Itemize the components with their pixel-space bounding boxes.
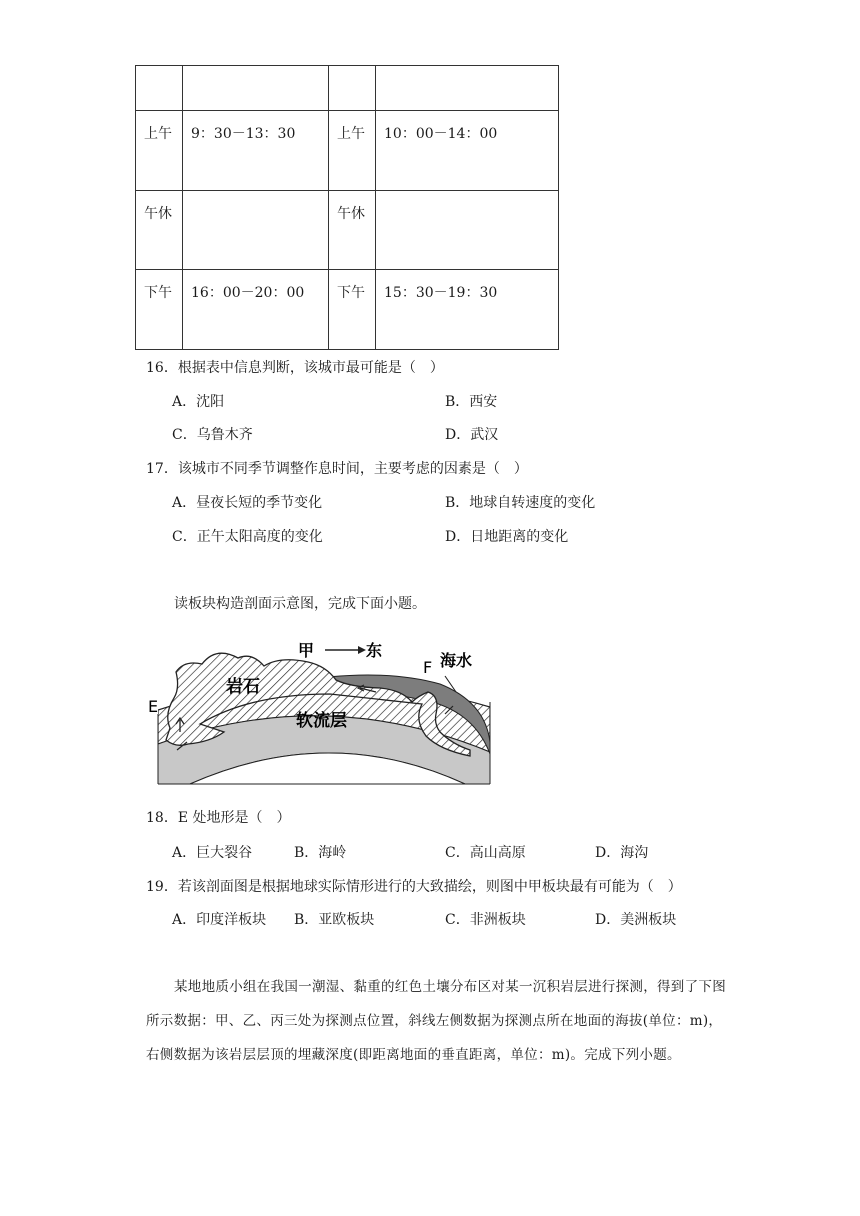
q18-option-b[interactable]: B．海岭 xyxy=(294,845,347,861)
q19-option-d[interactable]: D．美洲板块 xyxy=(595,912,677,928)
table-cell: 10：00－14：00 xyxy=(376,111,559,191)
table-cell xyxy=(183,191,329,270)
q17-option-b[interactable]: B．地球自转速度的变化 xyxy=(445,495,596,511)
q16-option-c[interactable]: C．乌鲁木齐 xyxy=(172,427,253,443)
q18-option-c[interactable]: C．高山高原 xyxy=(445,845,526,861)
question-16-stem: 16．根据表中信息判断，该城市最可能是（ ） xyxy=(146,360,444,376)
table-cell: 上午 xyxy=(329,111,376,191)
table-cell xyxy=(136,66,183,111)
table-cell xyxy=(376,66,559,111)
label-f: F xyxy=(423,658,433,677)
table-row xyxy=(136,270,559,350)
plate-diagram-intro: 读板块构造剖面示意图，完成下面小题。 xyxy=(174,596,426,612)
table-cell: 午休 xyxy=(136,191,183,270)
label-e: E xyxy=(148,697,159,716)
table-cell: 16：00－20：00 xyxy=(183,270,329,350)
table-row xyxy=(136,66,559,111)
q18-option-d[interactable]: D．海沟 xyxy=(595,845,649,861)
schedule-table xyxy=(135,65,559,350)
q16-option-b[interactable]: B．西安 xyxy=(445,394,498,410)
table-row xyxy=(136,191,559,270)
q17-option-c[interactable]: C．正午太阳高度的变化 xyxy=(172,529,323,545)
label-rock: 岩石 xyxy=(226,677,260,697)
table-cell: 午休 xyxy=(329,191,376,270)
q16-option-a[interactable]: A．沈阳 xyxy=(172,394,225,410)
q19-option-c[interactable]: C．非洲板块 xyxy=(445,912,526,928)
table-cell: 下午 xyxy=(136,270,183,350)
q17-option-d[interactable]: D．日地距离的变化 xyxy=(445,529,569,545)
q17-option-a[interactable]: A．昼夜长短的季节变化 xyxy=(172,495,323,511)
table-cell: 下午 xyxy=(329,270,376,350)
q18-option-a[interactable]: A．巨大裂谷 xyxy=(172,845,253,861)
question-17-stem: 17．该城市不同季节调整作息时间，主要考虑的因素是（ ） xyxy=(146,461,528,477)
east-arrow-head xyxy=(358,646,366,654)
label-seawater: 海水 xyxy=(440,651,473,670)
label-jia: 甲 xyxy=(298,641,315,660)
table-cell xyxy=(183,66,329,111)
geology-intro-paragraph: 某地地质小组在我国一潮湿、黏重的红色土壤分布区对某一沉积岩层进行探测，得到了下图所示数据：甲、乙、丙三处为探测点位置，斜线左侧数据为探测点所在地面的海拔(单位：m)，右侧数据为该岩层层顶的埋藏深度(即距离地面的垂直距离，单位：m)。完成下列小题。 xyxy=(146,979,726,1063)
table-cell xyxy=(376,191,559,270)
label-east: 东 xyxy=(366,641,383,660)
question-18-stem: 18．E 处地形是（ ） xyxy=(146,810,291,826)
q16-option-d[interactable]: D．武汉 xyxy=(445,427,499,443)
table-cell xyxy=(329,66,376,111)
question-19-stem: 19．若该剖面图是根据地球实际情形进行的大致描绘，则图中甲板块最有可能为（ ） xyxy=(146,879,682,895)
table-cell: 上午 xyxy=(136,111,183,191)
q19-option-b[interactable]: B．亚欧板块 xyxy=(294,912,375,928)
table-cell: 15：30－19：30 xyxy=(376,270,559,350)
q19-option-a[interactable]: A．印度洋板块 xyxy=(172,912,267,928)
plate-section-diagram xyxy=(140,632,510,787)
table-row xyxy=(136,111,559,191)
label-asthenosphere: 软流层 xyxy=(296,711,347,731)
table-cell: 9：30－13：30 xyxy=(183,111,329,191)
